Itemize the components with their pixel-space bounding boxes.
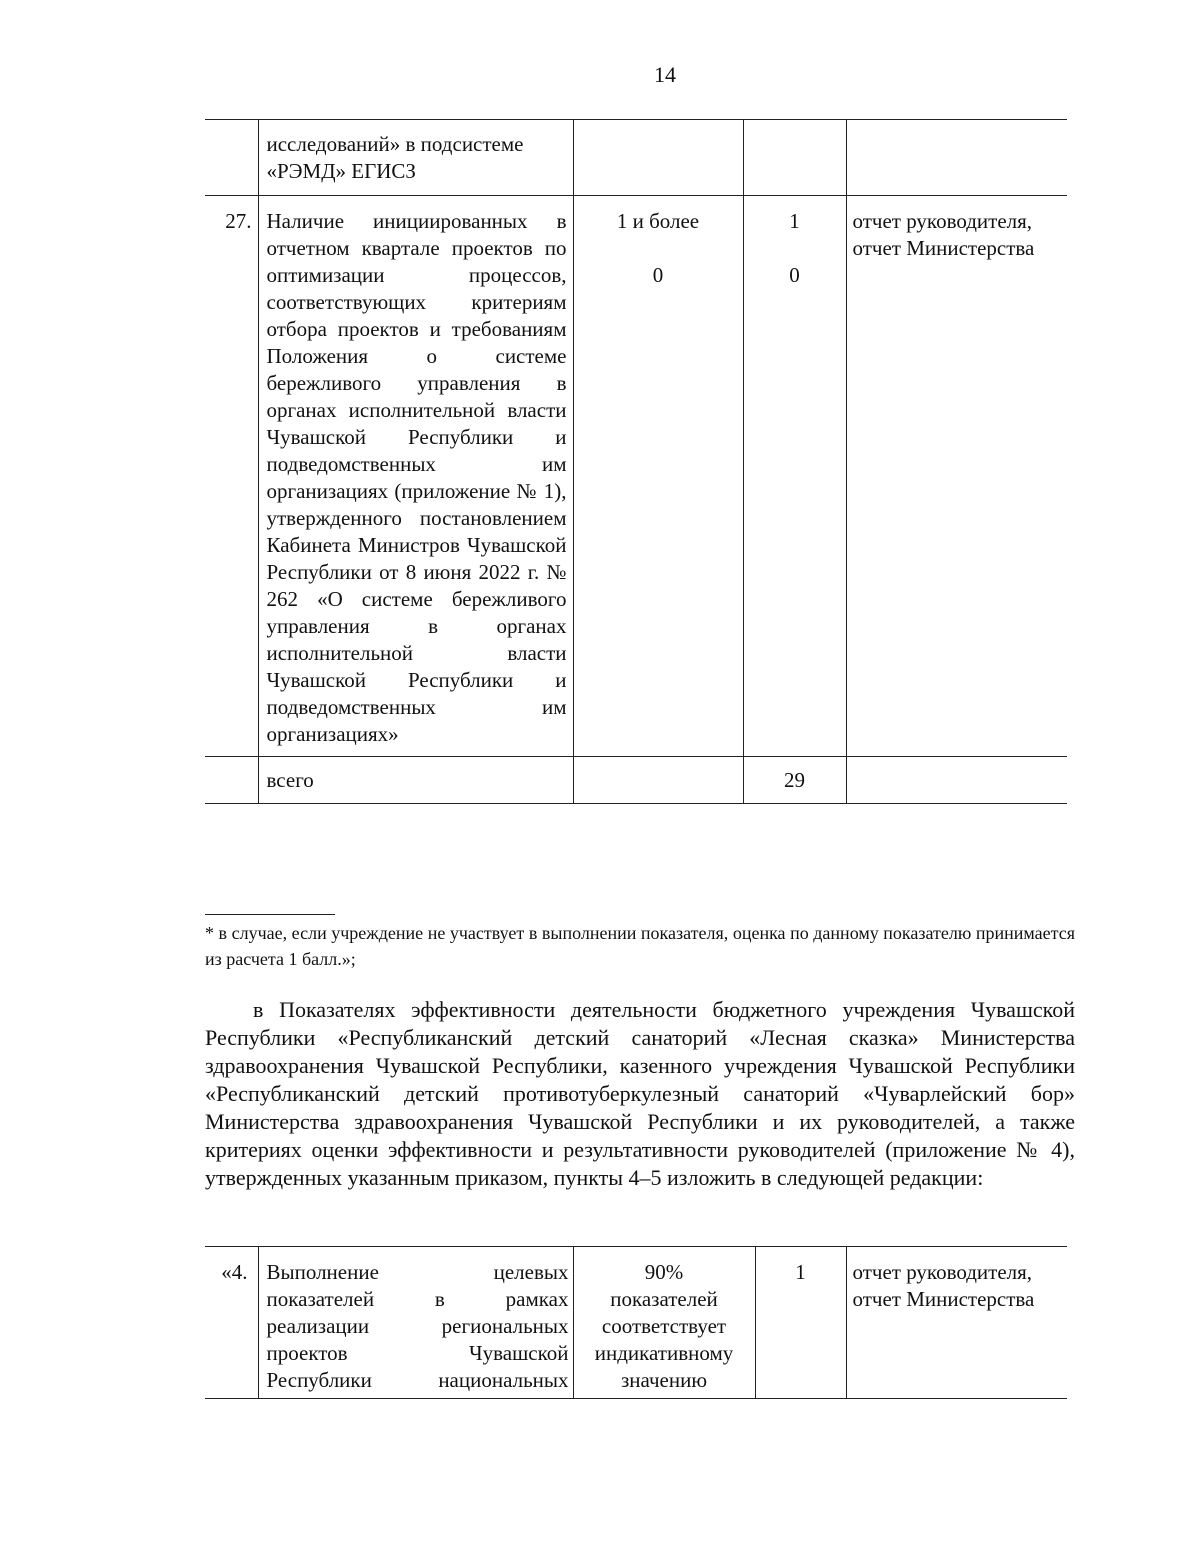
source-text: отчет руководителя, отчет Министерства: [852, 1260, 1035, 1311]
indicators-table-continued: [205, 119, 1067, 804]
word: Чувашской: [469, 1341, 569, 1365]
source-cell: [846, 196, 1067, 757]
description-line: [267, 1367, 569, 1394]
total-label: всего: [258, 757, 573, 804]
word: целевых: [493, 1260, 569, 1284]
page-number: 14: [654, 62, 676, 87]
source-cell: [846, 120, 1067, 196]
word: национальных: [438, 1368, 569, 1392]
value-cell: [573, 120, 743, 196]
description-line: [267, 1259, 569, 1286]
value-cell: [573, 1247, 755, 1399]
description-line: [267, 1286, 569, 1313]
value-line: показателей: [610, 1287, 718, 1311]
table-row: [205, 120, 1067, 196]
total-score: 29: [743, 757, 846, 804]
row-number: «4.: [205, 1247, 258, 1399]
total-row: [205, 757, 1067, 804]
value-cell: [573, 757, 743, 804]
score-cell: [743, 120, 846, 196]
value-line: индикативному: [594, 1341, 734, 1365]
description-line: [267, 1313, 569, 1340]
source-cell: [846, 1247, 1067, 1399]
indicator-description-cell: [258, 120, 573, 196]
score-cell: [743, 196, 846, 757]
footnote-divider: [205, 914, 335, 915]
value-line: значению: [620, 1368, 708, 1392]
row-number-cell: [205, 120, 258, 196]
indicators-table-new: [205, 1246, 1067, 1399]
source-cell: [846, 757, 1067, 804]
row-number: 27.: [205, 196, 258, 757]
word: рамках: [505, 1287, 569, 1311]
word: региональных: [441, 1314, 569, 1338]
word: Республики: [266, 1368, 372, 1392]
score-cell: [755, 1247, 846, 1399]
indicator-description: исследований» в подсистеме «РЭМД» ЕГИСЗ: [266, 132, 524, 183]
body-paragraph: в Показателях эффективности деятельности бюджетного учреждения Чувашской Республики «Республиканский детский санаторий «Лесная сказка» Министерства здравоохранения Чувашской Республики, казенного учреждения Чувашской Республики «Республиканский детский противотуберкулезный санаторий «Чуварлейский бор» Министерства здравоохранения Чувашской Республики и их руководителей, а также критериях оценки эффективности и результативности руководителей (приложение № 4), утвержденных указанным приказом, пункты 4–5 изложить в следующей редакции:: [205, 997, 1075, 1190]
table-row: [205, 196, 1067, 757]
footnote: * в случае, если учреждение не участвует в выполнении показателя, оценка по данному показателю принимается из расчета 1 балл.»;: [205, 923, 1075, 969]
word: показателей: [266, 1287, 375, 1311]
word: проектов: [266, 1341, 348, 1365]
value-option-1: 1 и более: [616, 209, 700, 233]
value-line: соответствует: [601, 1314, 727, 1338]
score: 1: [795, 1260, 806, 1284]
table-row: [205, 1247, 1067, 1399]
indicator-description-cell: [258, 196, 573, 757]
value-cell: [573, 196, 743, 757]
indicator-description: Наличие инициированных в отчетном квартале проектов по оптимизации процессов, соответствующих критериям отбора проектов и требованиям Положения о системе бережливого управления в органах исполнительной власти Чувашской Республики и подведомственных им организациях (приложение № 1), утвержденного постановлением Кабинета Министров Чувашской Республики от 8 июня 2022 г. № 262 «О системе бережливого управления в органах исполнительной власти Чувашской Республики и подведомственных им организациях»: [266, 209, 567, 746]
score-option-1: 1: [789, 209, 800, 233]
indicator-description-cell: [258, 1247, 573, 1399]
value-option-2: 0: [652, 263, 664, 287]
source-text: отчет руководителя, отчет Министерства: [852, 209, 1035, 260]
value-line: 90%: [644, 1260, 684, 1284]
row-number-cell: [205, 757, 258, 804]
score-option-2: 0: [789, 263, 800, 287]
word: реализации: [266, 1314, 370, 1338]
word: в: [434, 1287, 445, 1311]
word: Выполнение: [266, 1260, 379, 1284]
description-line: [267, 1340, 569, 1367]
